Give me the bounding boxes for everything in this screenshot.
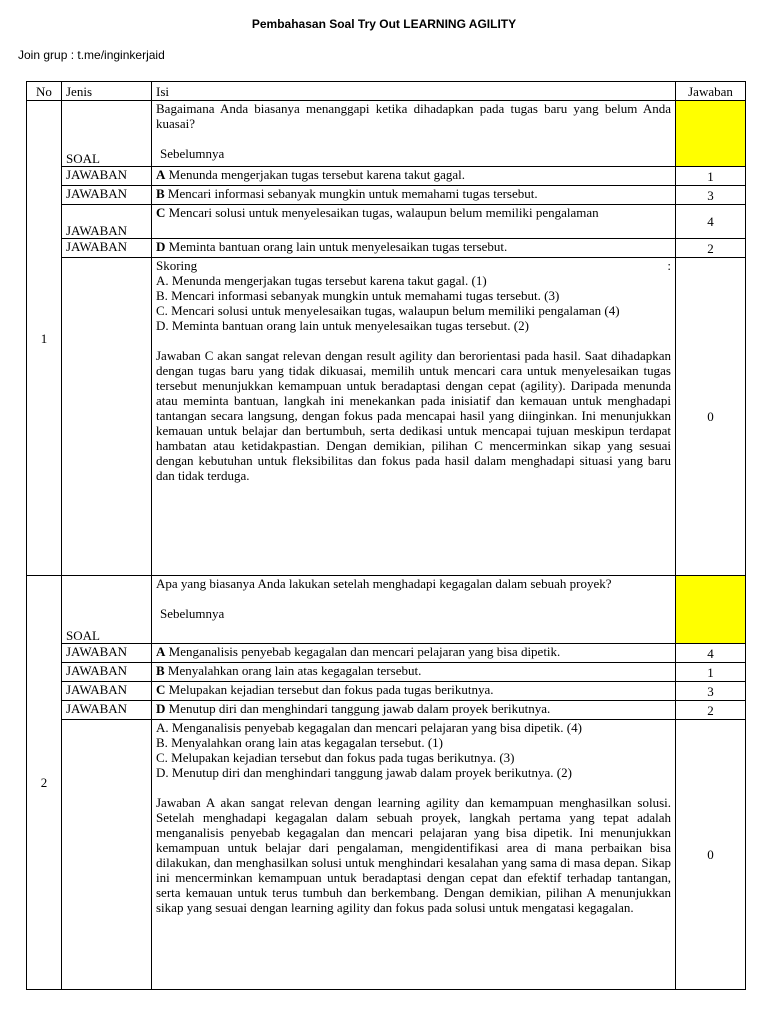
option-cell [152, 205, 676, 239]
option-score: 3 [676, 682, 746, 701]
table-row [27, 701, 746, 720]
option-letter: D [156, 701, 166, 716]
page-title: Pembahasan Soal Try Out LEARNING AGILITY [251, 17, 517, 31]
table-row [27, 663, 746, 682]
table-row [27, 258, 746, 576]
skoring-colon: : [667, 258, 671, 273]
option-score: 2 [676, 701, 746, 720]
skoring-line: B. Mencari informasi sebanyak mungkin untuk memahami tugas tersebut. (3) [156, 288, 560, 303]
option-score: 4 [676, 205, 746, 239]
header-jawaban: Jawaban [676, 82, 746, 101]
option-cell [152, 701, 676, 720]
option-letter: C [156, 205, 166, 220]
option-text: Menutup diri dan menghindari tanggung jawab dalam proyek berikutnya. [168, 701, 551, 716]
option-letter: C [156, 682, 166, 697]
option-cell [152, 239, 676, 258]
option-cell [152, 167, 676, 186]
table-row [27, 101, 746, 167]
option-text: Menunda mengerjakan tugas tersebut karena takut gagal. [168, 167, 465, 182]
option-text: Mencari informasi sebanyak mungkin untuk memahami tugas tersebut. [167, 186, 538, 201]
header-no: No [27, 82, 62, 101]
answer-table [26, 81, 746, 990]
skoring-line: C. Mencari solusi untuk menyelesaikan tugas, walaupun belum memiliki pengalaman (4) [156, 303, 620, 318]
option-score: 1 [676, 663, 746, 682]
option-letter: B [156, 186, 165, 201]
question-cell [152, 576, 676, 644]
explanation-score: 0 [676, 258, 746, 576]
header-isi: Isi [152, 82, 676, 101]
table-row [27, 205, 746, 239]
option-text: Mencari solusi untuk menyelesaikan tugas, walaupun belum memiliki pengalaman [168, 205, 599, 220]
explanation-cell [152, 720, 676, 990]
table-row [27, 167, 746, 186]
jenis-jawaban: JAWABAN [62, 701, 152, 720]
skoring-header [156, 258, 671, 273]
skoring-line: D. Menutup diri dan menghindari tanggung jawab dalam proyek berikutnya. (2) [156, 765, 572, 780]
question-sub: Sebelumnya [160, 146, 225, 161]
jenis-jawaban: JAWABAN [62, 186, 152, 205]
jenis-jawaban: JAWABAN [62, 644, 152, 663]
table-row [27, 682, 746, 701]
skoring-line: D. Meminta bantuan orang lain untuk menyelesaikan tugas tersebut. (2) [156, 318, 529, 333]
skoring-line: C. Melupakan kejadian tersebut dan fokus pada tugas berikutnya. (3) [156, 750, 515, 765]
option-text: Menyalahkan orang lain atas kegagalan tersebut. [167, 663, 422, 678]
explanation-text: Jawaban A akan sangat relevan dengan learning agility dan kemampuan menghasilkan solusi. Setelah menghadapi kegagalan dalam sebuah proyek, langkah pertama yang tepat adalah menganalisis penyebab kegagalan dan mencari pelajaran yang bisa dipetik. Ini menunjukkan kemampuan untuk belajar dari pengalaman, mengidentifikasi area di mana perbaikan bisa dilakukan, dan menghasilkan solusi untuk menghindari kesalahan yang sama di masa depan. Sikap ini mencerminkan kemampuan untuk beradaptasi dengan cepat dan efektif terhadap tantangan, serta kemauan untuk terus tumbuh dan berkembang. Dengan demikian, pilihan A menunjukkan sikap yang sesuai dengan learning agility dan fokus pada solusi untuk mengatasi kegagalan. [156, 795, 671, 915]
option-cell [152, 682, 676, 701]
table-row [27, 576, 746, 644]
option-text: Menganalisis penyebab kegagalan dan mencari pelajaran yang bisa dipetik. [168, 644, 561, 659]
explanation-cell [152, 258, 676, 576]
jenis-empty [62, 720, 152, 990]
header-jenis: Jenis [62, 82, 152, 101]
skoring-line: A. Menganalisis penyebab kegagalan dan mencari pelajaran yang bisa dipetik. (4) [156, 720, 582, 735]
jenis-jawaban: JAWABAN [62, 167, 152, 186]
table-row [27, 186, 746, 205]
table-header-row [27, 82, 746, 101]
option-score: 4 [676, 644, 746, 663]
option-score: 3 [676, 186, 746, 205]
option-letter: B [156, 663, 165, 678]
jenis-jawaban: JAWABAN [62, 205, 152, 239]
skoring-line: A. Menunda mengerjakan tugas tersebut karena takut gagal. (1) [156, 273, 487, 288]
option-cell [152, 186, 676, 205]
explanation-score: 0 [676, 720, 746, 990]
jenis-soal: SOAL [62, 576, 152, 644]
option-text: Melupakan kejadian tersebut dan fokus pada tugas berikutnya. [168, 682, 494, 697]
answer-highlight [676, 101, 746, 167]
jenis-soal: SOAL [62, 101, 152, 167]
skoring-label: Skoring [156, 258, 198, 273]
join-group-text: Join grup : t.me/inginkerjaid [18, 48, 165, 62]
skoring-line: B. Menyalahkan orang lain atas kegagalan tersebut. (1) [156, 735, 443, 750]
jenis-empty [62, 258, 152, 576]
table-row [27, 239, 746, 258]
question-cell [152, 101, 676, 167]
option-letter: D [156, 239, 166, 254]
option-letter: A [156, 167, 166, 182]
jenis-jawaban: JAWABAN [62, 239, 152, 258]
jenis-jawaban: JAWABAN [62, 682, 152, 701]
option-score: 1 [676, 167, 746, 186]
question-text: Apa yang biasanya Anda lakukan setelah menghadapi kegagalan dalam sebuah proyek? [156, 576, 612, 591]
option-letter: A [156, 644, 166, 659]
answer-highlight [676, 576, 746, 644]
option-cell [152, 644, 676, 663]
option-cell [152, 663, 676, 682]
jenis-jawaban: JAWABAN [62, 663, 152, 682]
option-score: 2 [676, 239, 746, 258]
question-text: Bagaimana Anda biasanya menanggapi ketika dihadapkan pada tugas baru yang belum Anda kuasai? [156, 101, 671, 131]
question-number: 1 [27, 101, 62, 576]
question-number: 2 [27, 576, 62, 990]
question-sub: Sebelumnya [160, 606, 225, 621]
option-text: Meminta bantuan orang lain untuk menyelesaikan tugas tersebut. [168, 239, 508, 254]
table-row [27, 644, 746, 663]
table-row [27, 720, 746, 990]
explanation-text: Jawaban C akan sangat relevan dengan result agility dan berorientasi pada hasil. Saat dihadapkan dengan tugas baru yang tidak dikuasai, memilih untuk mencari cara untuk menyelesaikan tugas tersebut menunjukkan kemampuan untuk beradaptasi dengan cepat (agility). Daripada menunda atau meminta bantuan, langkah ini menekankan pada inisiatif dan kemauan untuk menghadapi tantangan secara langsung, dengan fokus pada mencapai hasil yang diinginkan. Ini menunjukkan kemauan untuk belajar dan bertumbuh, serta dedikasi untuk mencapai tujuan meskipun terdapat hambatan atau ketidakpastian. Dengan demikian, pilihan C mencerminkan sikap yang sesuai dengan kebutuhan untuk fleksibilitas dan fokus pada hasil dalam menghadapi situasi yang baru dan tidak terduga. [156, 348, 671, 483]
